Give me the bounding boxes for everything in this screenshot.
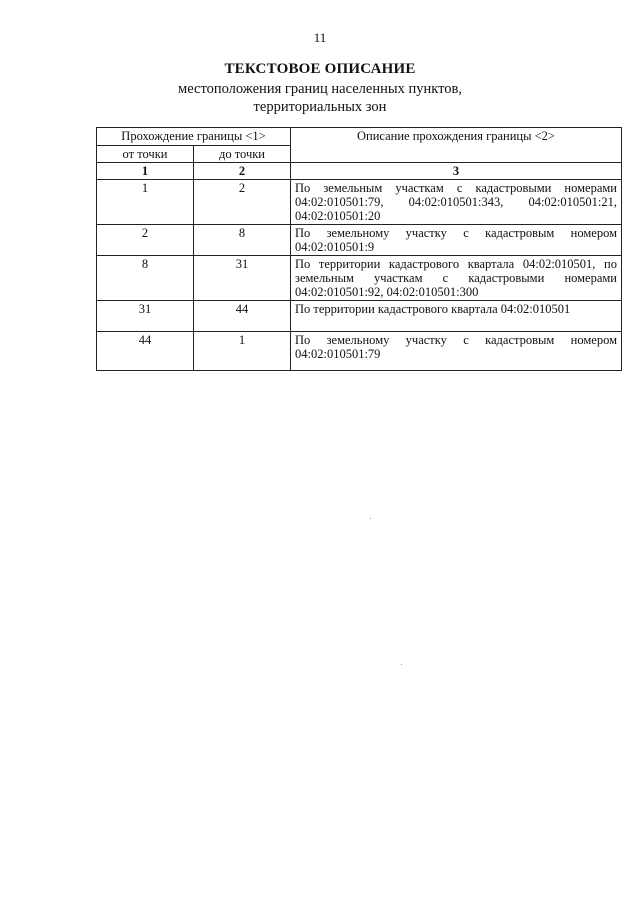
- column-number-2: 2: [194, 163, 291, 180]
- table-row: [97, 180, 622, 225]
- to-point-cell: 44: [194, 301, 291, 332]
- from-point-cell: 2: [97, 225, 194, 256]
- document-title: ТЕКСТОВОЕ ОПИСАНИЕ: [224, 61, 416, 77]
- table-row: [97, 332, 622, 371]
- table-header-row: [97, 128, 622, 146]
- table-row: [97, 301, 622, 332]
- scan-speck: [370, 518, 371, 519]
- description-cell: По территории кадастрового квартала 04:02:010501: [291, 301, 622, 332]
- description-cell: По территории кадастрового квартала 04:02:010501, по земельным участкам с кадастровыми номерами 04:02:010501:92, 04:02:010501:300: [291, 256, 622, 301]
- header-to-point: до точки: [194, 146, 291, 163]
- header-from-point: от точки: [97, 146, 194, 163]
- to-point-cell: 31: [194, 256, 291, 301]
- description-cell: По земельному участку с кадастровым номером 04:02:010501:9: [291, 225, 622, 256]
- from-point-cell: 1: [97, 180, 194, 225]
- to-point-cell: 2: [194, 180, 291, 225]
- to-point-cell: 8: [194, 225, 291, 256]
- scan-speck: [401, 664, 402, 665]
- column-number-1: 1: [97, 163, 194, 180]
- page-number: 11: [313, 30, 327, 45]
- from-point-cell: 8: [97, 256, 194, 301]
- description-cell: По земельному участку с кадастровым номером 04:02:010501:79: [291, 332, 622, 371]
- document-subtitle: [0, 80, 640, 116]
- header-boundary-passage: Прохождение границы <1>: [97, 128, 291, 146]
- column-number-3: 3: [291, 163, 622, 180]
- header-boundary-description: Описание прохождения границы <2>: [291, 128, 622, 163]
- table-row: [97, 225, 622, 256]
- from-point-cell: 44: [97, 332, 194, 371]
- from-point-cell: 31: [97, 301, 194, 332]
- subtitle-line-1: местоположения границ населенных пунктов,: [178, 81, 462, 97]
- to-point-cell: 1: [194, 332, 291, 371]
- subtitle-line-2: территориальных зон: [253, 99, 387, 115]
- table-row: [97, 256, 622, 301]
- boundary-description-table: [96, 127, 622, 371]
- description-cell: По земельным участкам с кадастровыми номерами 04:02:010501:79, 04:02:010501:343, 04:02:010501:21, 04:02:010501:20: [291, 180, 622, 225]
- column-number-row: [97, 163, 622, 180]
